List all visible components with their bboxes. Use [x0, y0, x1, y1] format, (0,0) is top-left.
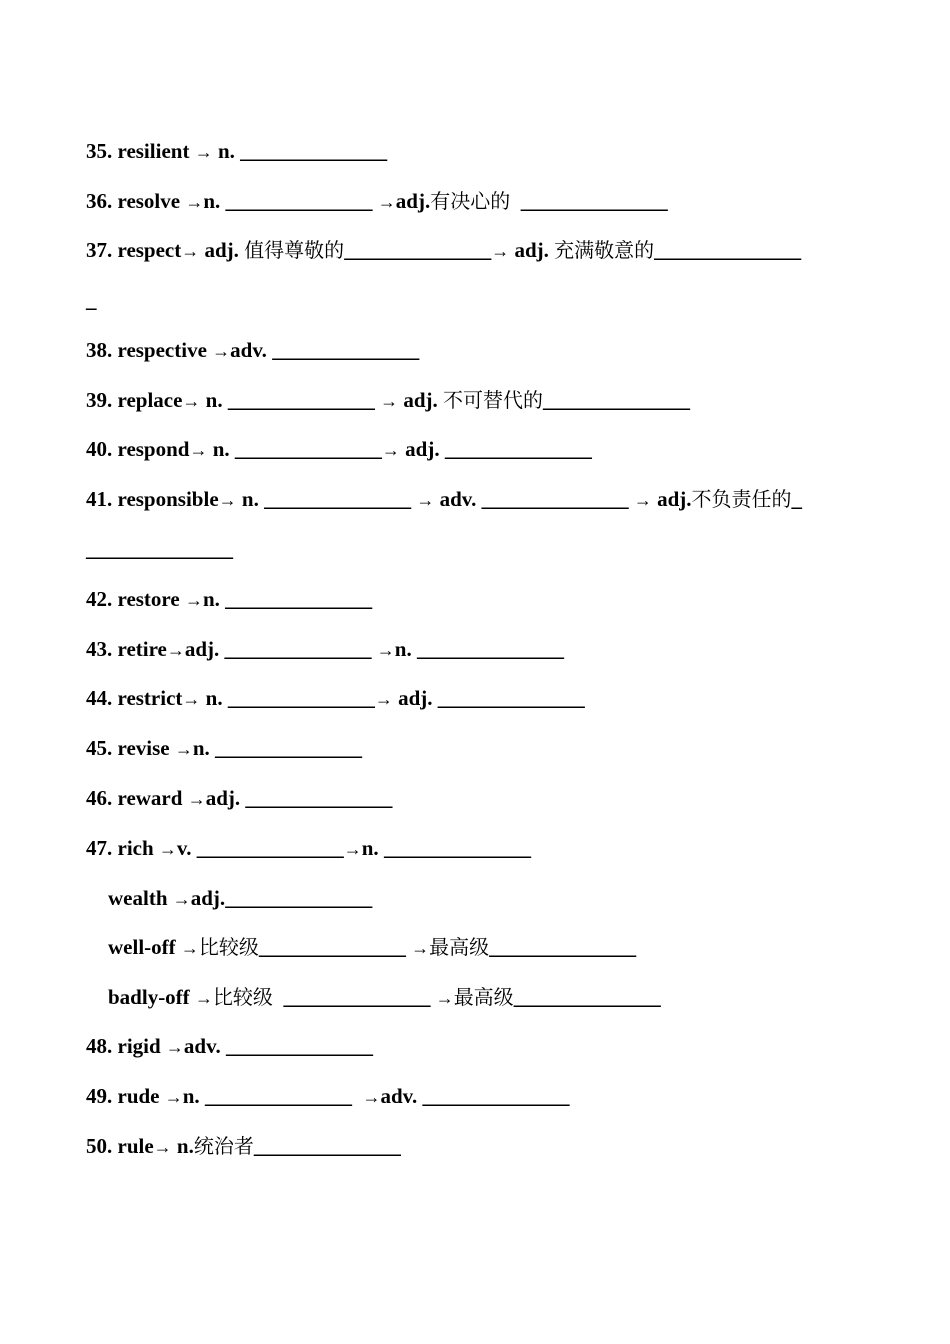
answer-blank: ______________: [264, 487, 412, 511]
item-42: 42. restore →n. ______________: [86, 587, 373, 611]
answer-blank: ______________: [225, 886, 373, 910]
answer-blank: ______________: [215, 736, 363, 760]
item-41-continuation: [86, 536, 233, 562]
item-46: 46. reward →adj. ______________: [86, 786, 393, 810]
answer-blank: ______________: [224, 637, 372, 661]
item-48: 48. rigid →adv. ______________: [86, 1034, 373, 1058]
answer-blank: ______________: [654, 238, 802, 262]
answer-blank: ______________: [344, 238, 492, 262]
answer-blank: ______________: [272, 338, 420, 362]
answer-blank: ______________: [225, 587, 373, 611]
answer-blank: ______________: [204, 1084, 352, 1108]
item-38: 38. respective →adv. ______________: [86, 338, 420, 362]
answer-blank: ______________: [543, 388, 691, 412]
item-37: 37. respect→ adj. 值得尊敬的______________→ adj. 充满敬意的______________: [86, 238, 802, 262]
answer-blank: ______________: [86, 537, 233, 561]
answer-blank: ______________: [196, 836, 344, 860]
answer-blank: ______________: [227, 686, 375, 710]
answer-blank: ______________: [513, 985, 661, 1009]
answer-blank: ______________: [481, 487, 629, 511]
answer-blank: ______________: [283, 985, 431, 1009]
answer-blank: ______________: [225, 1034, 373, 1058]
item-35: 35. resilient → n. ______________: [86, 139, 388, 163]
answer-blank: ______________: [240, 139, 388, 163]
item-47-badly-off: badly-off →比较级 ______________ →最高级______________: [108, 985, 661, 1009]
item-45: 45. revise →n. ______________: [86, 736, 363, 760]
answer-blank: ______________: [383, 836, 531, 860]
answer-blank: ______________: [520, 189, 668, 213]
item-47-well-off: well-off →比较级______________ →最高级______________: [108, 935, 637, 959]
answer-blank: ______________: [489, 935, 637, 959]
item-50: 50. rule→ n.统治者______________: [86, 1134, 401, 1158]
answer-blank: ______________: [245, 786, 393, 810]
item-44: 44. restrict→ n. ______________→ adj. ______________: [86, 686, 585, 710]
answer-blank: ______________: [253, 1134, 401, 1158]
answer-blank: ______________: [258, 935, 406, 959]
item-47: 47. rich →v. ______________→n. ______________: [86, 836, 531, 860]
item-36: 36. resolve →n. ______________ →adj.有决心的 ______________: [86, 189, 668, 213]
answer-blank: ______________: [422, 1084, 570, 1108]
item-47-wealth: wealth →adj.______________: [108, 886, 373, 910]
item-41: 41. responsible→ n. ______________ → adv. ______________ → adj.不负责任的_: [86, 487, 803, 511]
answer-blank: ______________: [437, 686, 585, 710]
item-39: 39. replace→ n. ______________ → adj. 不可替代的______________: [86, 388, 691, 412]
answer-blank: ______________: [444, 437, 592, 461]
item-40: 40. respond→ n. ______________→ adj. ______________: [86, 437, 592, 461]
item-49: 49. rude →n. ______________ →adv. ______________: [86, 1084, 570, 1108]
answer-blank: ______________: [227, 388, 375, 412]
answer-blank: ______________: [234, 437, 382, 461]
item-37-continuation: _: [86, 288, 97, 312]
answer-blank: ______________: [416, 637, 564, 661]
answer-blank: ______________: [225, 189, 373, 213]
item-43: 43. retire→adj. ______________ →n. ______________: [86, 637, 564, 661]
